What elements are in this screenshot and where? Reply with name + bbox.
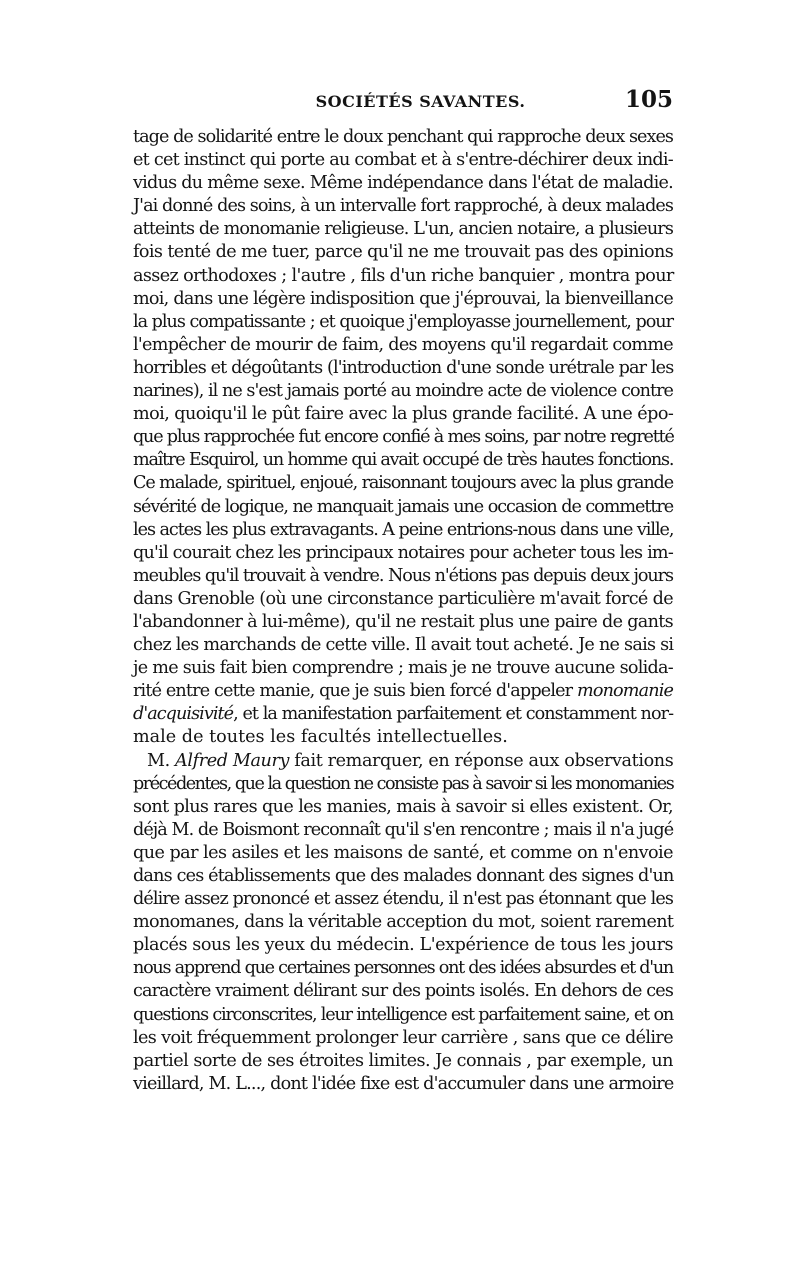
paragraph-1 (133, 126, 673, 750)
text-line: précédentes, que la question ne consiste pas à savoir si les monomanies (133, 773, 674, 794)
text-line: et cet instinct qui porte au combat et à s'entre-déchirer deux indi- (133, 150, 673, 171)
speaker-name: Alfred Maury (175, 750, 290, 771)
text-line: monomanes, dans la véritable acception du mot, soient rarement (133, 912, 674, 933)
text-line (133, 750, 673, 773)
text-line: J'ai donné des soins, à un intervalle fort rapproché, à deux malades (133, 196, 674, 217)
italic-term: d'acquisivité (133, 704, 234, 725)
text-line: sévérité de logique, ne manquait jamais une occasion de commettre (133, 496, 674, 517)
text-line: que plus rapprochée fut encore confié à mes soins, par notre regretté (133, 427, 674, 448)
page-header (133, 86, 673, 126)
text-line: moi, dans une légère indisposition que j'éprouvai, la bienveillance (133, 288, 674, 309)
text-run: M. (147, 750, 176, 771)
text-run: , et la manifestation parfaitement et constamment nor- (233, 704, 674, 725)
text-line: les voit fréquemment prolonger leur carrière , sans que ce délire (133, 1027, 673, 1048)
text-line: dans Grenoble (où une circonstance particulière m'avait forcé de (133, 588, 673, 609)
text-line: placés sous les yeux du médecin. L'expérience de tous les jours (133, 935, 674, 956)
text-line: l'abandonner à lui-même), qu'il ne restait plus une paire de gants (133, 611, 673, 632)
text-line: Ce malade, spirituel, enjoué, raisonnant toujours avec la plus grande (133, 473, 673, 494)
text-line: tage de solidarité entre le doux penchant qui rapproche deux sexes (133, 127, 673, 147)
text-line (133, 680, 673, 703)
text-line: male de toutes les facultés intellectuelles. (133, 727, 508, 748)
text-line: fois tenté de me tuer, parce qu'il ne me trouvait pas des opinions (133, 242, 674, 263)
text-line: moi, quoiqu'il le pût faire avec la plus grande facilité. A une épo- (133, 404, 674, 425)
paragraph-2 (133, 750, 673, 1096)
text-line: caractère vraiment délirant sur des points isolés. En dehors de ces (133, 981, 673, 1002)
text-line: déjà M. de Boismont reconnaît qu'il s'en rencontre ; mais il n'a jugé (133, 819, 674, 840)
text-line: que par les asiles et les maisons de santé, et comme on n'envoie (133, 842, 673, 863)
text-line: les actes les plus extravagants. A peine entrions-nous dans une ville, (133, 519, 674, 540)
text-line (133, 703, 673, 726)
book-page (133, 86, 674, 1096)
text-line: questions circonscrites, leur intelligence est parfaitement saine, et on (133, 1004, 673, 1025)
text-line: délire assez prononcé et assez étendu, il n'est pas étonnant que les (133, 889, 673, 910)
text-line: dans ces établissements que des malades donnant des signes d'un (133, 866, 674, 886)
text-line: chez les marchands de cette ville. Il avait tout acheté. Je ne sais si (133, 635, 674, 656)
text-line: narines), il ne s'est jamais porté au moindre acte de violence contre (133, 381, 673, 402)
italic-term: monomanie (576, 681, 674, 702)
text-line: atteints de monomanie religieuse. L'un, ancien notaire, a plusieurs (133, 219, 673, 240)
running-head: SOCIÉTÉS SAVANTES. (315, 92, 526, 111)
text-line: assez orthodoxes ; l'autre , fils d'un riche banquier , montra pour (133, 265, 674, 286)
text-line: sont plus rares que les manies, mais à savoir si elles existent. Or, (133, 796, 673, 817)
text-line: l'empêcher de mourir de faim, des moyens qu'il regardait comme (133, 334, 673, 355)
text-line: nous apprend que certaines personnes ont des idées absurdes et d'un (133, 958, 673, 979)
text-line: meubles qu'il trouvait à vendre. Nous n'étions pas depuis deux jours (133, 565, 673, 586)
text-line: vieillard, M. L..., dont l'idée fixe est d'accumuler dans une armoire (133, 1073, 674, 1094)
text-line: partiel sorte de ses étroites limites. Je connais , par exemple, un (133, 1050, 673, 1071)
text-line: je me suis fait bien comprendre ; mais je ne trouve aucune solida- (133, 658, 673, 679)
body-text (133, 126, 673, 1096)
text-line: maître Esquirol, un homme qui avait occupé de très hautes fonctions. (133, 450, 674, 471)
page-number: 105 (624, 86, 673, 113)
text-line: la plus compatissante ; et quoique j'employasse journellement, pour (133, 311, 673, 332)
text-line: qu'il courait chez les principaux notaires pour acheter tous les im- (133, 542, 673, 563)
text-line: vidus du même sexe. Même indépendance dans l'état de maladie. (133, 173, 673, 194)
text-run: fait remarquer, en réponse aux observations (289, 750, 674, 771)
text-line: horribles et dégoûtants (l'introduction d'une sonde urétrale par les (133, 357, 674, 378)
text-run: rité entre cette manie, que je suis bien forcé d'appeler (133, 681, 577, 702)
